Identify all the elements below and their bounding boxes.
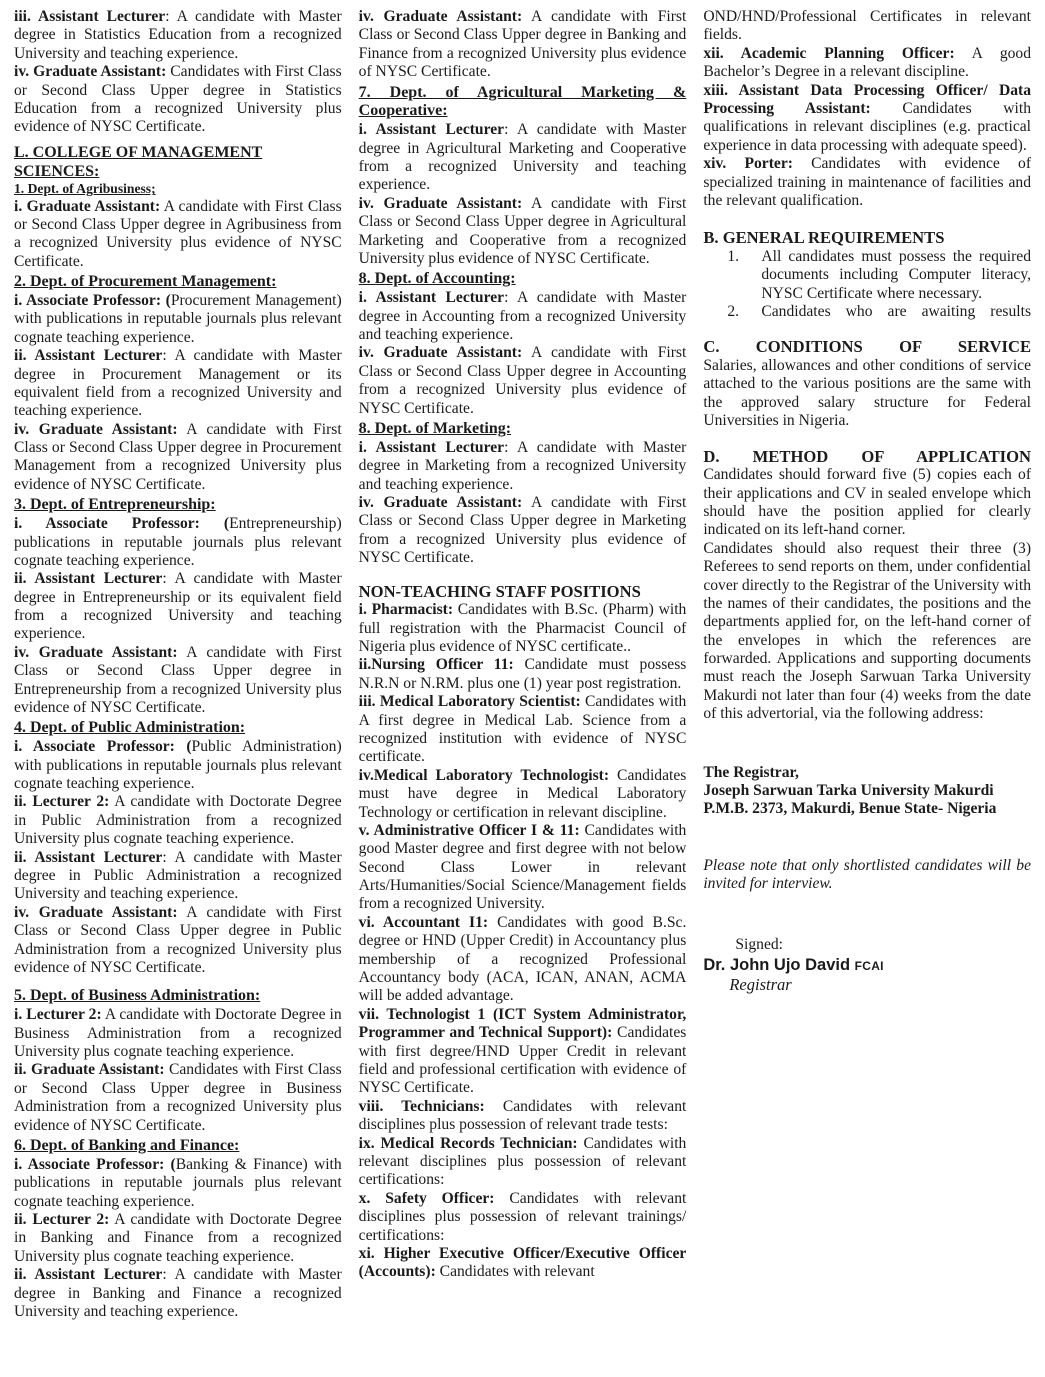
paragraph-lead: ix. Medical Records Technician:: [358, 1134, 578, 1152]
shortlist-note: Please note that only shortlisted candidates will be invited for interview.: [703, 856, 1032, 893]
paragraph-lead: i. Associate Professor: (: [14, 1155, 176, 1173]
paragraph: ix. Medical Records Technician: Candidates with relevant disciplines plus possession of relevant certifications:: [358, 1134, 687, 1189]
paragraph-lead: iv. Graduate Assistant:: [14, 643, 178, 661]
paragraph: Candidates should forward five (5) copies each of their applications and CV in sealed envelope which should have the position applied for clearly indicated on its left-hand corner.: [703, 466, 1032, 539]
vertical-spacer: [703, 321, 1031, 337]
paragraph-lead: ii. Assistant Lecturer: [14, 1266, 163, 1284]
paragraph: OND/HND/Professional Certificates in relevant fields.: [703, 8, 1032, 44]
dept-heading: 3. Dept. of Entrepreneurship:: [14, 496, 216, 514]
paragraph-lead: iii. Assistant Lecturer: [14, 8, 166, 25]
paragraph-lead: ii. Assistant Lecturer: [14, 848, 163, 866]
vertical-spacer: [703, 724, 1031, 764]
college-heading: L. COLLEGE OF MANAGEMENT SCIENCES:: [14, 143, 263, 180]
paragraph: ii. Assistant Lecturer: A candidate with Master degree in Public Administration a recognized University and teaching experience.: [14, 848, 342, 903]
vertical-spacer: [14, 977, 342, 985]
paragraph-lead: ii.Nursing Officer 11:: [358, 656, 514, 674]
paragraph-lead: v. Administrative Officer I & 11:: [358, 821, 580, 839]
requirements-list: [703, 248, 1031, 322]
column-2: [359, 8, 687, 1377]
vertical-spacer: [703, 210, 1031, 228]
paragraph: Salaries, allowances and other conditions of service attached to the various positions are the same with the approved salary structure for Federal Universities in Nigeria.: [703, 357, 1032, 430]
paragraph: i. Assistant Lecturer: A candidate with Master degree in Accounting from a recognized University and teaching experience.: [358, 289, 687, 344]
section-heading: NON-TEACHING STAFF POSITIONS: [358, 581, 641, 601]
column-3: [703, 8, 1031, 1377]
paragraph-lead: iv. Graduate Assistant:: [358, 194, 523, 212]
vertical-spacer: [703, 894, 1031, 936]
paragraph: i. Associate Professor: (Banking & Finance) with publications in reputable journals plus relevant cognate teaching experience.: [14, 1155, 342, 1210]
paragraph-lead: i. Associate Professor: (: [14, 738, 192, 756]
paragraph-lead: x. Safety Officer:: [358, 1189, 495, 1207]
signature-role: Registrar: [729, 975, 792, 995]
dept-heading: 8. Dept. of Marketing:: [358, 420, 512, 438]
vertical-spacer: [703, 431, 1031, 447]
address-block: [703, 764, 1031, 819]
vertical-spacer: [703, 819, 1031, 857]
dept-heading: 8. Dept. of Accounting:: [358, 270, 516, 288]
vertical-spacer: [359, 568, 687, 582]
paragraph: iv. Graduate Assistant: A candidate with First Class or Second Class Upper degree in Entrepreneurship from a recognized University plus evidence of NYSC Certificate.: [14, 643, 342, 717]
paragraph-lead: iv. Graduate Assistant:: [14, 63, 167, 81]
paragraph-lead: i. Assistant Lecturer: [358, 121, 505, 139]
dept-heading: 6. Dept. of Banking and Finance:: [14, 1136, 240, 1154]
paragraph: i. Graduate Assistant: A candidate with First Class or Second Class Upper degree in Agribusiness from a recognized University plus evidence of NYSC Certificate.: [14, 197, 342, 270]
signature-name: Dr. John Ujo David FCAI: [703, 955, 884, 974]
paragraph: i. Assistant Lecturer: A candidate with Master degree in Agricultural Marketing and Cooperative from a recognized University and teaching experience.: [358, 121, 687, 194]
paragraph: v. Administrative Officer I & 11: Candidates with good Master degree and first degree with not below Second Class Lower in relevant Arts/Humanities/Social Science/Management fields from a recognized University.: [358, 821, 687, 913]
address-line: P.M.B. 2373, Makurdi, Benue State- Nigeria: [703, 800, 997, 818]
paragraph-lead: xiv. Porter:: [703, 155, 793, 173]
list-item-number: 2.: [727, 303, 740, 321]
paragraph: i. Associate Professor: (Procurement Management) with publications in reputable journals plus relevant cognate teaching experience.: [14, 291, 342, 346]
list-item-number: 1.: [727, 247, 740, 265]
paragraph-lead: i. Assistant Lecturer: [358, 289, 505, 307]
section-heading-spread: D. METHOD OF APPLICATION: [703, 446, 1032, 466]
paragraph-lead: iv. Graduate Assistant:: [14, 903, 178, 921]
paragraph: iv. Graduate Assistant: A candidate with First Class or Second Class Upper degree in Public Administration from a recognized University plus evidence of NYSC Certificate.: [14, 903, 342, 976]
paragraph: iv. Graduate Assistant: A candidate with First Class or Second Class Upper degree in Agricultural Marketing and Cooperative from a recognized University plus evidence of NYSC Certificate.: [358, 194, 687, 268]
dept-heading: 4. Dept. of Public Administration:: [14, 719, 246, 737]
paragraph: vi. Accountant I1: Candidates with good B.Sc. degree or HND (Upper Credit) in Accountancy plus membership of a recognized Professional Accountancy body (ACA, ICAN, ANAN, ACMA will be added advantage.: [358, 913, 687, 1005]
paragraph: ii. Assistant Lecturer: A candidate with Master degree in Procurement Management or its equivalent field from a recognized University and teaching experience.: [14, 347, 342, 420]
paragraph-lead: i. Associate Professor: (: [14, 291, 171, 309]
paragraph: vii. Technologist 1 (ICT System Administrator, Programmer and Technical Support): Candidates with first degree/HND Upper Credit in relevant field and professional certification with evidence of NYSC Certificate.: [358, 1005, 687, 1097]
section-heading: B. GENERAL REQUIREMENTS: [703, 228, 945, 248]
paragraph: iv. Graduate Assistant: A candidate with First Class or Second Class Upper degree in Procurement Management from a recognized University plus evidence of NYSC Certificate.: [14, 420, 342, 493]
dept-heading: 2. Dept. of Procurement Management:: [14, 273, 277, 291]
paragraph-lead: ii. Assistant Lecturer: [14, 570, 163, 588]
paragraph-lead: iii. Medical Laboratory Scientist:: [358, 693, 581, 711]
paragraph-lead: ii. Lecturer 2:: [14, 793, 110, 811]
paragraph-lead: iv. Graduate Assistant:: [358, 494, 523, 512]
paragraph: iii. Medical Laboratory Scientist: Candidates with A first degree in Medical Lab. Science from a recognized institution with evidence of NYSC certificate.: [358, 693, 687, 766]
address-line: The Registrar,: [703, 763, 799, 781]
paragraph: ii.Nursing Officer 11: Candidate must possess N.R.N or N.RM. plus one (1) year post registration.: [358, 656, 687, 692]
paragraph: i. Associate Professor: (Entrepreneurship) publications in reputable journals plus relevant cognate teaching experience.: [14, 515, 342, 569]
paragraph: ii. Assistant Lecturer: A candidate with Master degree in Entrepreneurship or its equivalent field from a recognized University and teaching experience.: [14, 570, 342, 643]
paragraph: iv. Graduate Assistant: A candidate with First Class or Second Class Upper degree in Banking and Finance from a recognized University plus evidence of NYSC Certificate.: [358, 8, 687, 81]
dept-heading: 7. Dept. of Agricultural Marketing & Cooperative:: [358, 83, 687, 120]
paragraph-lead: iv. Graduate Assistant:: [14, 420, 178, 438]
paragraph-lead: xiii. Assistant Data Processing Officer/ Data Processing Assistant:: [703, 81, 1032, 117]
signature-label: Signed:: [735, 935, 783, 953]
list-item: 2. Candidates who are awaiting results: [727, 303, 1032, 321]
paragraph-lead: iv. Graduate Assistant:: [358, 344, 523, 362]
paragraph: xiv. Porter: Candidates with evidence of specialized training in maintenance of facilities and the relevant qualification.: [703, 155, 1032, 209]
paragraph-lead: i. Graduate Assistant:: [14, 197, 161, 215]
paragraph-lead: iv. Graduate Assistant:: [358, 8, 523, 25]
paragraph: i. Assistant Lecturer: A candidate with Master degree in Marketing from a recognized University and teaching experience.: [358, 438, 687, 493]
paragraph: iv. Graduate Assistant: Candidates with First Class or Second Class Upper degree in Statistics Education from a recognized University plus evidence of NYSC Certificate.: [14, 63, 342, 136]
paragraph-lead: xii. Academic Planning Officer:: [703, 44, 955, 62]
paragraph: Candidates should also request their three (3) Referees to send reports on them, under confidential cover directly to the Registrar of the University with the names of their candidates, the positions and the departments applied for, on the left-hand corner of the envelopes in which the references are forwarded. Applications and supporting documents must reach the Joseph Sarwuan Tarka University Makurdi not later than four (4) weeks from the date of this advertorial, via the following address:: [703, 539, 1032, 723]
paragraph-lead: iv.Medical Laboratory Technologist:: [358, 766, 610, 784]
paragraph: i. Associate Professor: (Public Administration) with publications in reputable journals plus relevant cognate teaching experience.: [14, 738, 342, 793]
paragraph-lead: ii. Lecturer 2:: [14, 1211, 110, 1229]
paragraph: iv. Graduate Assistant: A candidate with First Class or Second Class Upper degree in Marketing from a recognized University plus evidence of NYSC Certificate.: [358, 494, 687, 567]
paragraph: i. Pharmacist: Candidates with B.Sc. (Pharm) with full registration with the Pharmacist Council of Nigeria plus evidence of NYSC certificate..: [358, 601, 687, 656]
paragraph: ii. Lecturer 2: A candidate with Doctorate Degree in Banking and Finance from a recognized University plus cognate teaching experience.: [14, 1211, 342, 1265]
paragraph: xi. Higher Executive Officer/Executive Officer (Accounts): Candidates with relevant: [358, 1244, 687, 1281]
dept-heading: 5. Dept. of Business Administration:: [14, 987, 261, 1005]
paragraph-lead: i. Lecturer 2:: [14, 1006, 102, 1024]
paragraph: ii. Graduate Assistant: Candidates with First Class or Second Class Upper degree in Business Administration from a recognized University plus evidence of NYSC Certificate.: [14, 1061, 342, 1134]
list-item: 1. All candidates must possess the required documents including Computer literacy, NYSC Certificate where necessary.: [727, 247, 1032, 302]
paragraph: viii. Technicians: Candidates with relevant disciplines plus possession of relevant trade tests:: [358, 1097, 687, 1134]
address-line: Joseph Sarwuan Tarka University Makurdi: [703, 782, 994, 800]
subdept-heading: 1. Dept. of Agribusiness;: [14, 181, 156, 197]
paragraph-lead: ii. Graduate Assistant:: [14, 1061, 165, 1079]
paragraph: i. Lecturer 2: A candidate with Doctorate Degree in Business Administration from a recognized University plus cognate teaching experience.: [14, 1006, 342, 1061]
paragraph-lead: i. Associate Professor: (: [14, 515, 230, 533]
section-heading-spread: C. CONDITIONS OF SERVICE: [703, 337, 1032, 357]
paragraph: xii. Academic Planning Officer: A good Bachelor’s Degree in a relevant discipline.: [703, 44, 1032, 81]
paragraph: ii. Lecturer 2: A candidate with Doctorate Degree in Public Administration from a recognized University plus cognate teaching experience.: [14, 793, 342, 848]
paragraph: iv. Graduate Assistant: A candidate with First Class or Second Class Upper degree in Accounting from a recognized University plus evidence of NYSC Certificate.: [358, 344, 687, 417]
paragraph-lead: ii. Assistant Lecturer: [14, 347, 163, 365]
paragraph: xiii. Assistant Data Processing Officer/ Data Processing Assistant: Candidates with qualifications in relevant disciplines (e.g. practical experience in data processing with adequate speed).: [703, 81, 1032, 154]
paragraph-lead: i. Assistant Lecturer: [358, 438, 505, 456]
paragraph: x. Safety Officer: Candidates with relevant disciplines plus possession of relevant trainings/ certifications:: [358, 1189, 687, 1244]
column-1: [14, 8, 342, 1377]
paragraph: iv.Medical Laboratory Technologist: Candidates must have degree in Medical Laboratory Technology or certification in relevant discipline.: [358, 766, 687, 821]
signature-name-suffix: FCAI: [854, 958, 884, 973]
paragraph: iii. Assistant Lecturer: A candidate with Master degree in Statistics Education from a recognized University and teaching experience.: [14, 8, 342, 62]
paragraph-lead: xi. Higher Executive Officer/Executive Officer (Accounts):: [358, 1244, 687, 1281]
paragraph-lead: vii. Technologist 1 (ICT System Administrator, Programmer and Technical Support):: [358, 1005, 687, 1042]
paragraph: ii. Assistant Lecturer: A candidate with Master degree in Banking and Finance a recognized University and teaching experience.: [14, 1266, 342, 1320]
paragraph-lead: vi. Accountant I1:: [358, 913, 489, 931]
paragraph-lead: i. Pharmacist:: [358, 601, 454, 619]
paragraph-lead: viii. Technicians:: [358, 1097, 485, 1115]
